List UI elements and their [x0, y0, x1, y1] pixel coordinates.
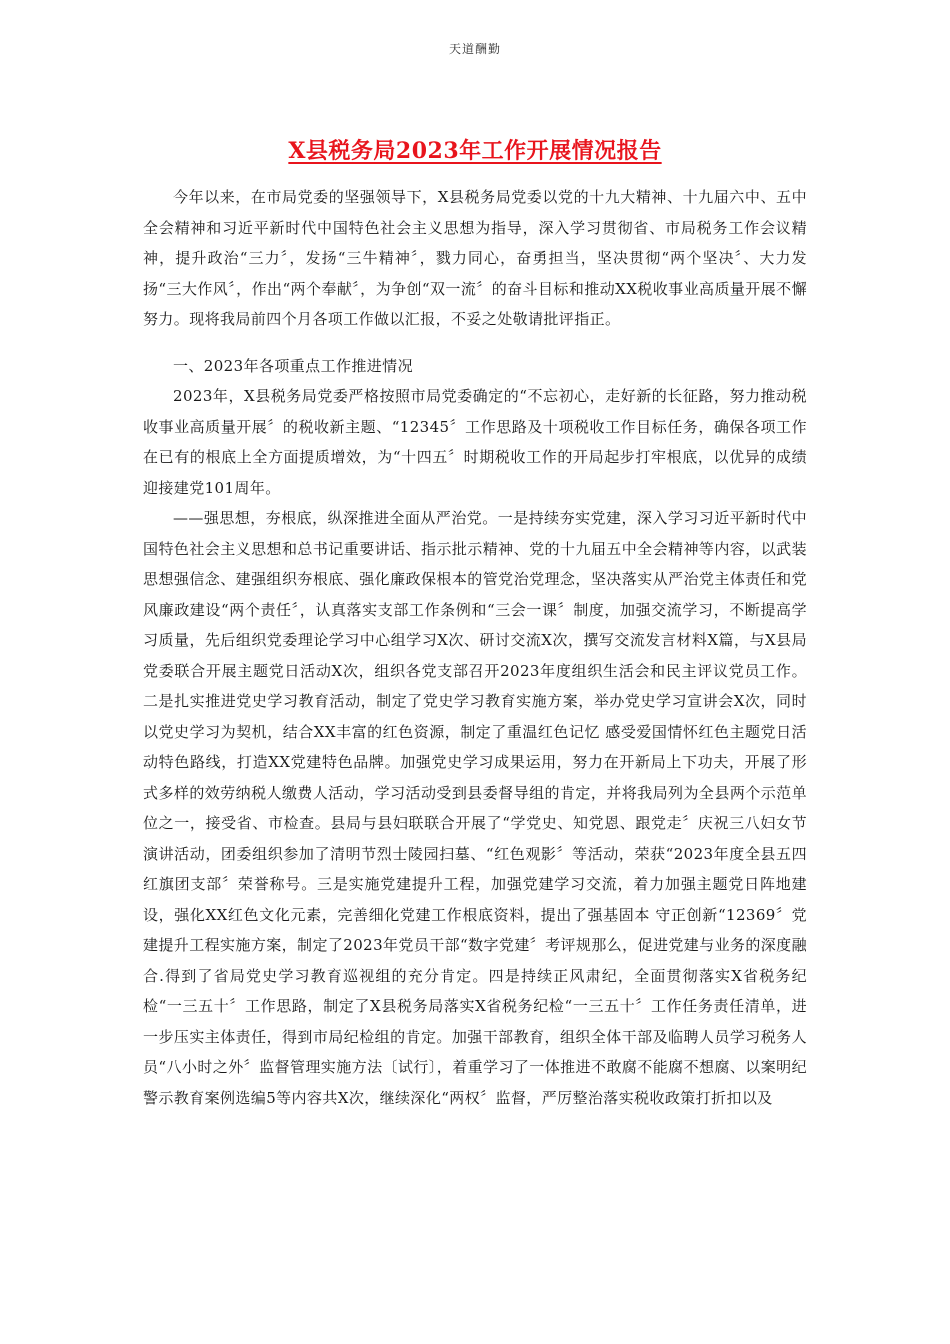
document-body [143, 182, 807, 1113]
intro-paragraph: 今年以来，在市局党委的坚强领导下，X县税务局党委以党的十九大精神、十九届六中、五中全会精神和习近平新时代中国特色社会主义思想为指导，深入学习贯彻省、市局税务工作会议精神，提升政治“三力〞，发扬“三牛精神〞，戮力同心，奋勇担当，坚决贯彻“两个坚决〞、大力发扬“三大作风〞，作出“两个奉献〞，为争创“双一流〞的奋斗目标和推动XX税收事业高质量开展不懈努力。现将我局前四个月各项工作做以汇报，不妥之处敬请批评指正。 [143, 188, 807, 328]
header-note: 天道酬勤 [448, 42, 501, 56]
section1-paragraph-1: 2023年，X县税务局党委严格按照市局党委确定的“不忘初心，走好新的长征路，努力推动税收事业高质量开展〞的税收新主题、“12345〞工作思路及十项税收工作目标任务，确保各项工作在已有的根底上全方面提质增效，为“十四五〞时期税收工作的开局起步打牢根底，以优异的成绩迎接建党101周年。 [143, 387, 807, 497]
paragraph-gap [143, 335, 807, 351]
document-title: X县税务局2023年工作开展情况报告 [288, 138, 662, 164]
section-heading: 一、2023年各项重点工作推进情况 [173, 356, 413, 375]
section1-paragraph-2: ——强思想，夯根底，纵深推进全面从严治党。一是持续夯实党建，深入学习习近平新时代中国特色社会主义思想和总书记重要讲话、指示批示精神、党的十九届五中全会精神等内容，以武装思想强信念、建强组织夯根底、强化廉政保根本的管党治党理念，坚决落实从严治党主体责任和党风廉政建设“两个责任〞，认真落实支部工作条例和“三会一课〞制度，加强交流学习，不断提高学习质量，先后组织党委理论学习中心组学习X次、研讨交流X次，撰写交流发言材料X篇，与X县局党委联合开展主题党日活动X次，组织各党支部召开2023年度组织生活会和民主评议党员工作。二是扎实推进党史学习教育活动，制定了党史学习教育实施方案，举办党史学习宣讲会X次，同时以党史学习为契机，结合XX丰富的红色资源，制定了重温红色记忆 感受爱国情怀红色主题党日活动特色路线，打造XX党建特色品牌。加强党史学习成果运用，努力在开新局上下功夫，开展了形式多样的效劳纳税人缴费人活动，学习活动受到县委督导组的肯定，并将我局列为全县两个示范单位之一，接受省、市检查。县局与县妇联联合开展了“学党史、知党恩、跟党走〞庆祝三八妇女节演讲活动，团委组织参加了清明节烈士陵园扫墓、“红色观影〞等活动，荣获“2023年度全县五四红旗团支部〞荣誉称号。三是实施党建提升工程，加强党建学习交流，着力加强主题党日阵地建设，强化XX红色文化元素，完善细化党建工作根底资料，提出了强基固本 守正创新“12369〞党建提升工程实施方案，制定了2023年党员干部“数字党建〞考评规那么，促进党建与业务的深度融合.得到了省局党史学习教育巡视组的充分肯定。四是持续正风肃纪，全面贯彻落实X省税务纪检“一三五十〞工作思路，制定了X县税务局落实X省税务纪检“一三五十〞工作任务责任清单，进一步压实主体责任，得到市局纪检组的肯定。加强干部教育，组织全体干部及临聘人员学习税务人员“八小时之外〞监督管理实施方法〔试行〕，着重学习了一体推进不敢腐不能腐不想腐、以案明纪警示教育案例选编5等内容共X次，继续深化“两权〞监督，严厉整治落实税收政策打折扣以及 [143, 509, 807, 1107]
